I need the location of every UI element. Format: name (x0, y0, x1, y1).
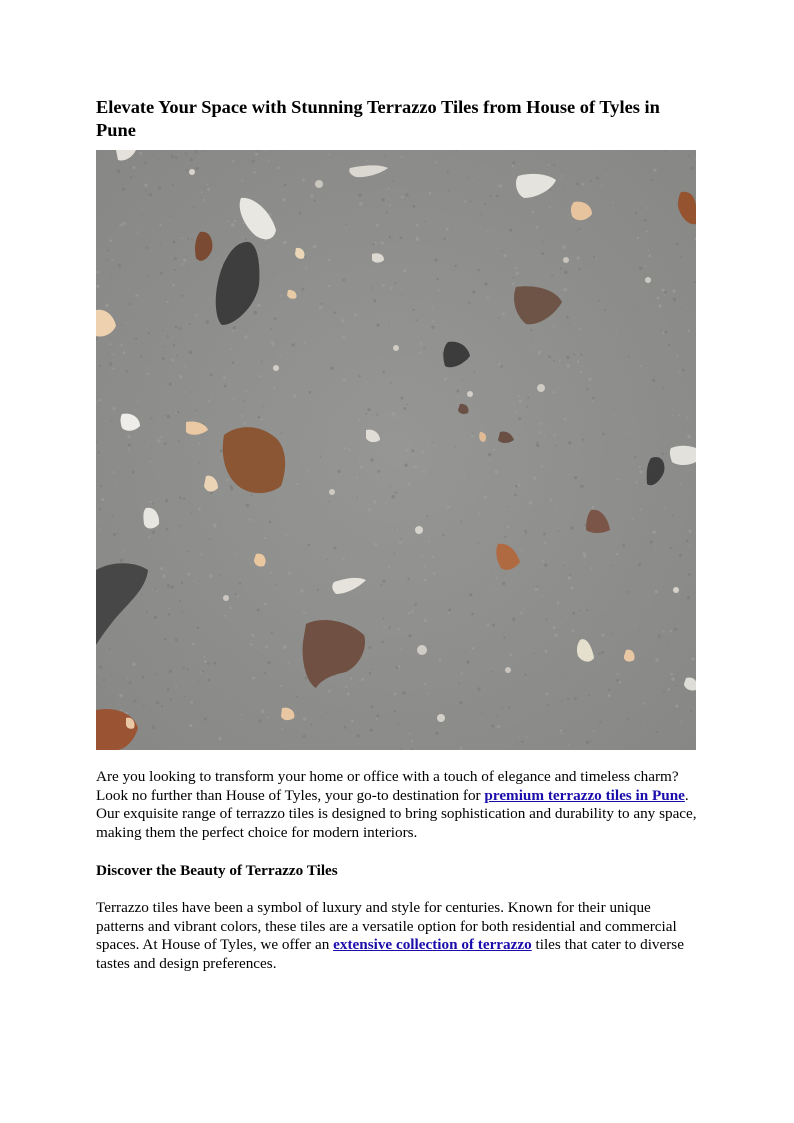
page-title: Elevate Your Space with Stunning Terrazzo Tiles from House of Tyles in Pune (96, 97, 660, 140)
intro-text-start: Are you looking to transform your home or office with a touch of elegance and timeless charm? Look no further than House of Tyles, your go-to destination for (96, 768, 679, 804)
intro-paragraph (96, 768, 700, 842)
terrazzo-collection-link[interactable]: extensive collection of terrazzo (333, 936, 532, 954)
section-text-end: tiles that cater to diverse tastes and design preferences. (96, 936, 684, 972)
terrazzo-tile-image (96, 150, 696, 750)
section-text-start: Terrazzo tiles have been a symbol of luxury and style for centuries. Known for their unique patterns and vibrant colors, these tiles are a versatile option for both residential and commercial spaces. At House of Tyles, we offer an (96, 898, 677, 954)
section-paragraph (96, 899, 700, 973)
intro-text-end: . Our exquisite range of terrazzo tiles is designed to bring sophistication and durability to any space, making them the perfect choice for modern interiors. (96, 786, 697, 841)
document-page (96, 96, 700, 973)
section-heading: Discover the Beauty of Terrazzo Tiles (96, 862, 338, 880)
premium-terrazzo-tiles-link[interactable]: premium terrazzo tiles in Pune (484, 786, 685, 804)
